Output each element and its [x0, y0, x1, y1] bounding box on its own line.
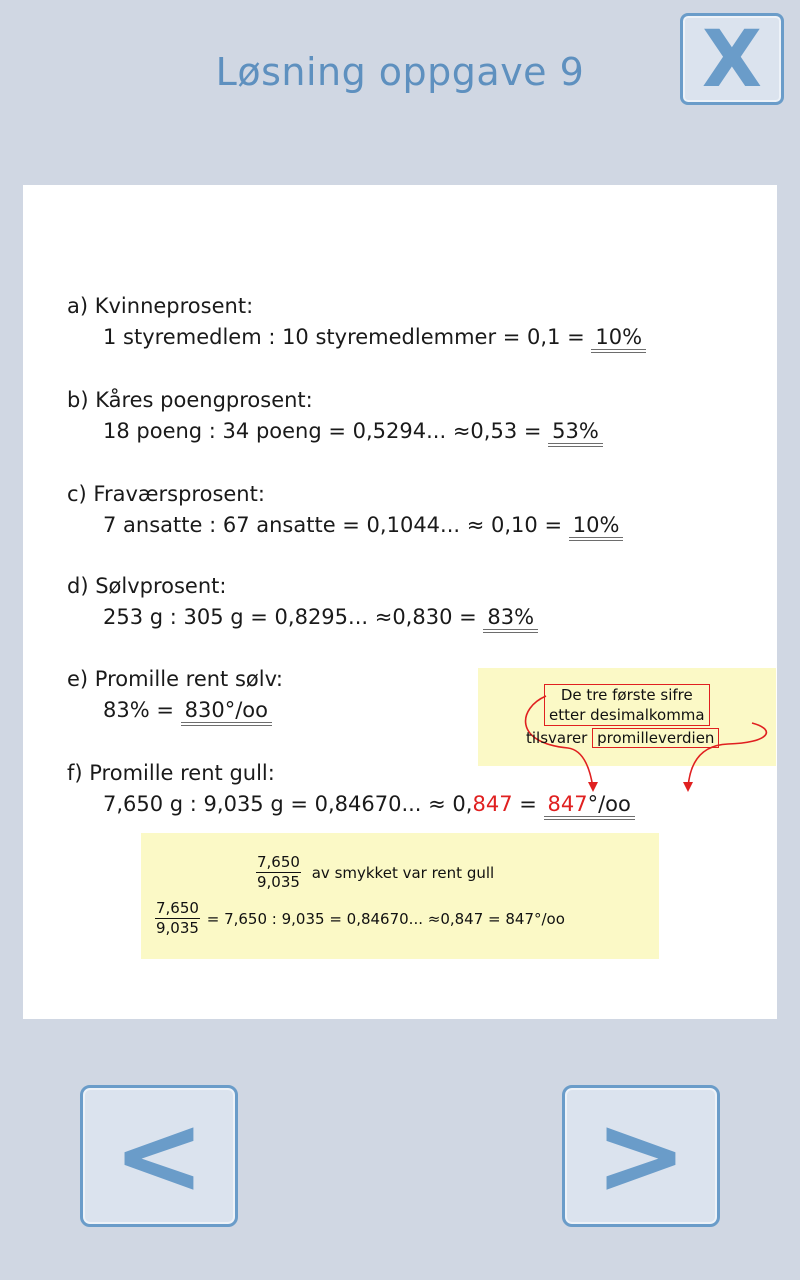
close-icon [692, 24, 772, 94]
part-b [67, 385, 603, 447]
part-heading: e) Promille rent sølv: [67, 667, 283, 691]
part-calculation: 1 styremedlem : 10 styremedlemmer = 0,1 = 10% [67, 322, 646, 353]
chevron-left-icon [104, 1101, 214, 1211]
formula-box [141, 833, 659, 959]
formula-equation-row: $\frac{7,650}{9,035}$ = 7,650 : 9,035 = 0,84670... ≈0,847 = 847°/oo [156, 899, 565, 937]
page-title: Løsning oppgave 9 [215, 50, 585, 94]
solution-panel [23, 185, 777, 1019]
part-heading: d) Sølvprosent: [67, 574, 227, 598]
part-answer: 830°/oo [181, 698, 272, 726]
part-calculation: 7 ansatte : 67 ansatte = 0,1044... ≈ 0,10 = 10% [67, 510, 623, 541]
part-calculation: 7,650 g : 9,035 g = 0,84670... ≈ 0,847 = 847°/oo [67, 789, 635, 820]
part-e [67, 664, 283, 726]
svg-text:>: > [594, 1101, 688, 1211]
permille-unit: °/oo [224, 698, 268, 722]
note-boxed-text: De tre første sifre etter desimalkomma [544, 684, 710, 726]
part-calculation: 18 poeng : 34 poeng = 0,5294... ≈0,53 = 53% [67, 416, 603, 447]
part-heading: a) Kvinneprosent: [67, 294, 254, 318]
formula-caption-row: $\frac{7,650}{9,035}$ av smykket var rent gull [257, 853, 495, 891]
part-a [67, 291, 646, 353]
part-answer: 10% [591, 325, 646, 353]
highlighted-digits: 847 [472, 792, 513, 816]
part-d [67, 571, 538, 633]
part-answer: 83% [483, 605, 538, 633]
note-boxed-word: promilleverdien [592, 728, 719, 748]
part-heading: b) Kåres poengprosent: [67, 388, 313, 412]
part-calculation: 253 g : 305 g = 0,8295... ≈0,830 = 83% [67, 602, 538, 633]
chevron-right-icon [586, 1101, 696, 1211]
part-heading: c) Fraværsprosent: [67, 482, 265, 506]
note-text-line: tilsvarer promilleverdien [526, 728, 719, 748]
svg-text:<: < [112, 1101, 206, 1211]
hint-note [478, 668, 776, 766]
previous-button[interactable] [80, 1085, 238, 1227]
part-answer: 53% [548, 419, 603, 447]
close-button[interactable] [680, 13, 784, 105]
part-answer: 847°/oo [544, 792, 635, 820]
permille-unit: °/oo [587, 792, 631, 816]
part-f [67, 758, 635, 820]
part-calculation: 83% = 830°/oo [67, 695, 283, 726]
part-heading: f) Promille rent gull: [67, 761, 275, 785]
part-answer: 10% [569, 513, 624, 541]
fraction: $\frac{7,650}{9,035}$ [257, 853, 300, 891]
part-c [67, 479, 623, 541]
fraction: $\frac{7,650}{9,035}$ [156, 899, 199, 937]
next-button[interactable] [562, 1085, 720, 1227]
svg-text:X: X [701, 24, 763, 94]
